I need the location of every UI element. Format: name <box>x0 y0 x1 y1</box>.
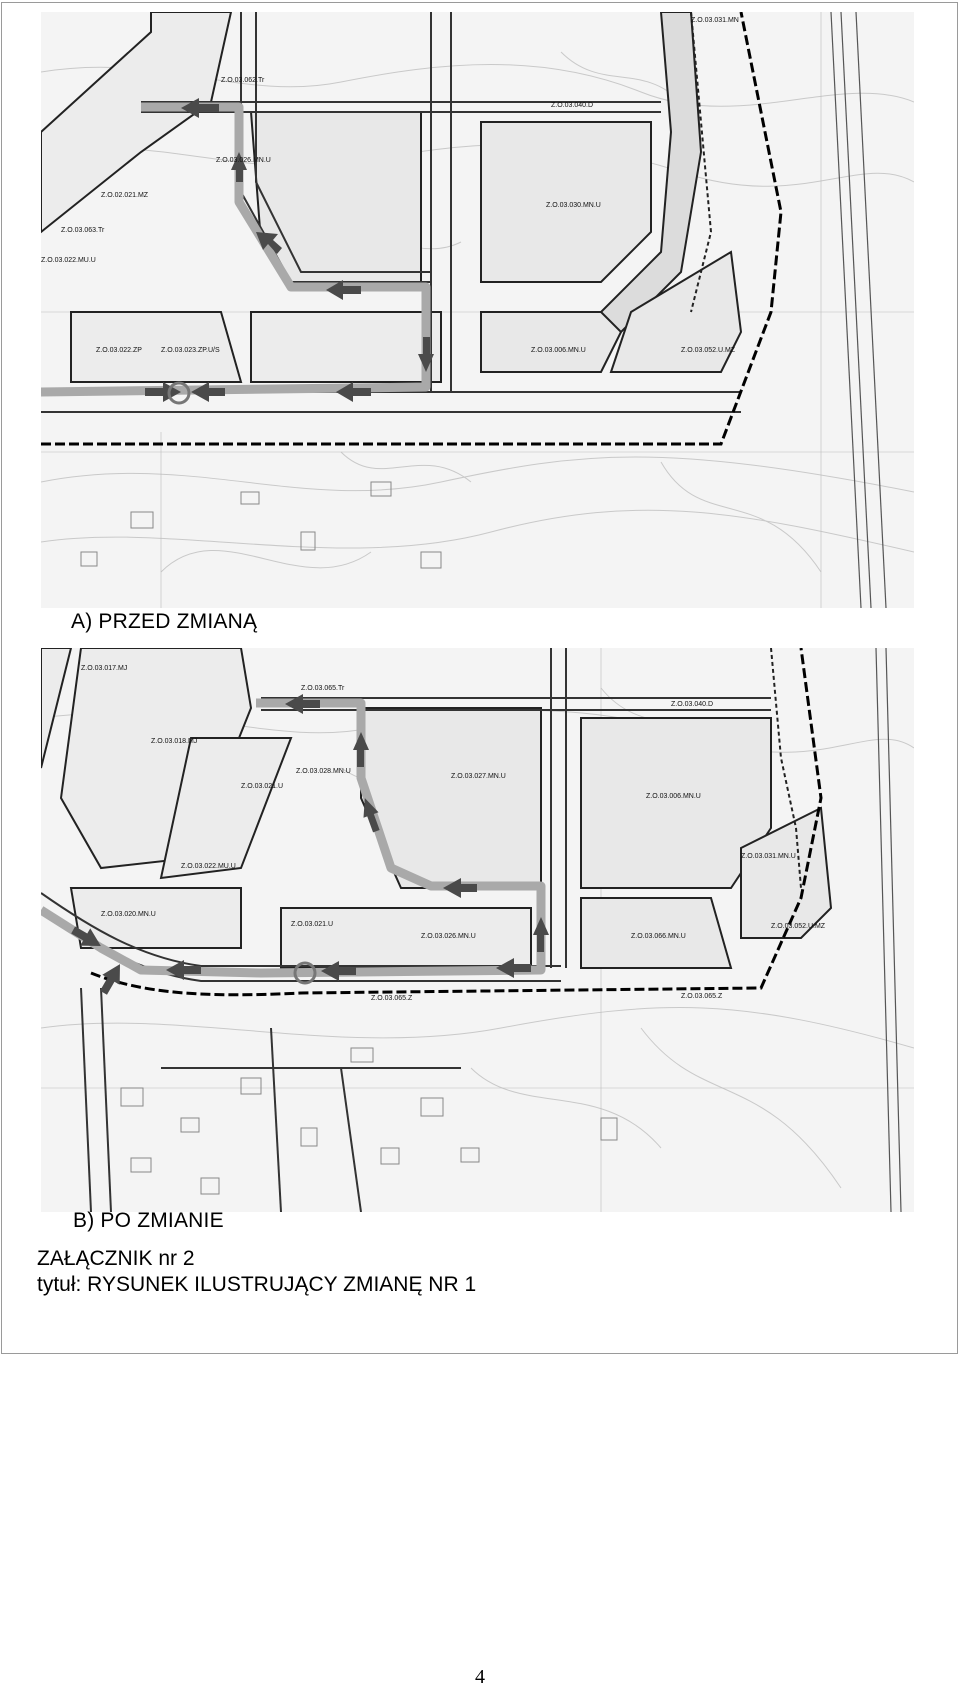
map-after-caption: B) PO ZMIANIE <box>73 1209 224 1232</box>
map-before-caption: A) PRZED ZMIANĄ <box>71 610 258 633</box>
svg-text:Z.O.03.027.MN.U: Z.O.03.027.MN.U <box>451 773 506 780</box>
svg-text:Z.O.03.040.D: Z.O.03.040.D <box>671 701 714 708</box>
svg-text:Z.O.03.026.MN.U: Z.O.03.026.MN.U <box>216 157 271 164</box>
route-arrow-icon <box>191 382 225 402</box>
svg-text:Z.O.03.030.MN.U: Z.O.03.030.MN.U <box>546 202 601 209</box>
svg-text:Z.O.03.018.MJ: Z.O.03.018.MJ <box>151 738 198 745</box>
svg-text:Z.O.03.022.ZP: Z.O.03.022.ZP <box>96 347 142 354</box>
svg-text:Z.O.03.065.Tr: Z.O.03.065.Tr <box>301 685 345 692</box>
svg-text:Z.O.03.063.Tr: Z.O.03.063.Tr <box>61 227 105 234</box>
svg-text:Z.O.03.028.MN.U: Z.O.03.028.MN.U <box>296 768 351 775</box>
svg-text:Z.O.03.022.MU.U: Z.O.03.022.MU.U <box>181 863 236 870</box>
svg-text:Z.O.03.017.MJ: Z.O.03.017.MJ <box>81 665 128 672</box>
svg-text:Z.O.03.020.MN.U: Z.O.03.020.MN.U <box>101 911 156 918</box>
svg-text:Z.O.03.021.U: Z.O.03.021.U <box>241 783 284 790</box>
page-number: 4 <box>475 1666 485 1688</box>
map-after-change <box>41 648 914 1212</box>
svg-text:Z.O.03.065.Z: Z.O.03.065.Z <box>371 995 413 1002</box>
annex-subtitle: tytuł: RYSUNEK ILUSTRUJĄCY ZMIANĘ NR 1 <box>37 1273 477 1296</box>
svg-text:Z.O.03.006.MN.U: Z.O.03.006.MN.U <box>531 347 586 354</box>
map-before-svg <box>41 12 914 608</box>
svg-text:Z.O.03.023.ZP.U/S: Z.O.03.023.ZP.U/S <box>161 347 220 354</box>
svg-text:Z.O.03.031.MN.U: Z.O.03.031.MN.U <box>741 853 796 860</box>
svg-text:Z.O.03.052.U.MZ: Z.O.03.052.U.MZ <box>681 347 736 354</box>
annex-title: ZAŁĄCZNIK nr 2 <box>37 1247 195 1270</box>
map-after-svg <box>41 648 914 1212</box>
svg-text:Z.O.03.006.MN.U: Z.O.03.006.MN.U <box>646 793 701 800</box>
svg-text:Z.O.03.022.MU.U: Z.O.03.022.MU.U <box>41 257 96 264</box>
svg-text:Z.O.03.062.Tr: Z.O.03.062.Tr <box>221 77 265 84</box>
svg-text:Z.O.03.052.U.MZ: Z.O.03.052.U.MZ <box>771 923 826 930</box>
route-arrow-icon <box>166 960 201 980</box>
svg-text:Z.O.03.065.Z: Z.O.03.065.Z <box>681 993 723 1000</box>
svg-text:Z.O.03.021.U: Z.O.03.021.U <box>291 921 334 928</box>
svg-text:Z.O.03.040.D: Z.O.03.040.D <box>551 102 594 109</box>
svg-text:Z.O.03.066.MN.U: Z.O.03.066.MN.U <box>631 933 686 940</box>
svg-text:Z.O.03.026.MN.U: Z.O.03.026.MN.U <box>421 933 476 940</box>
svg-text:Z.O.02.021.MZ: Z.O.02.021.MZ <box>101 192 149 199</box>
svg-text:Z.O.03.031.MN: Z.O.03.031.MN <box>691 17 739 24</box>
annex-caption <box>37 1246 476 1298</box>
route-arrow-icon <box>533 917 549 952</box>
map-before-change <box>41 12 914 608</box>
